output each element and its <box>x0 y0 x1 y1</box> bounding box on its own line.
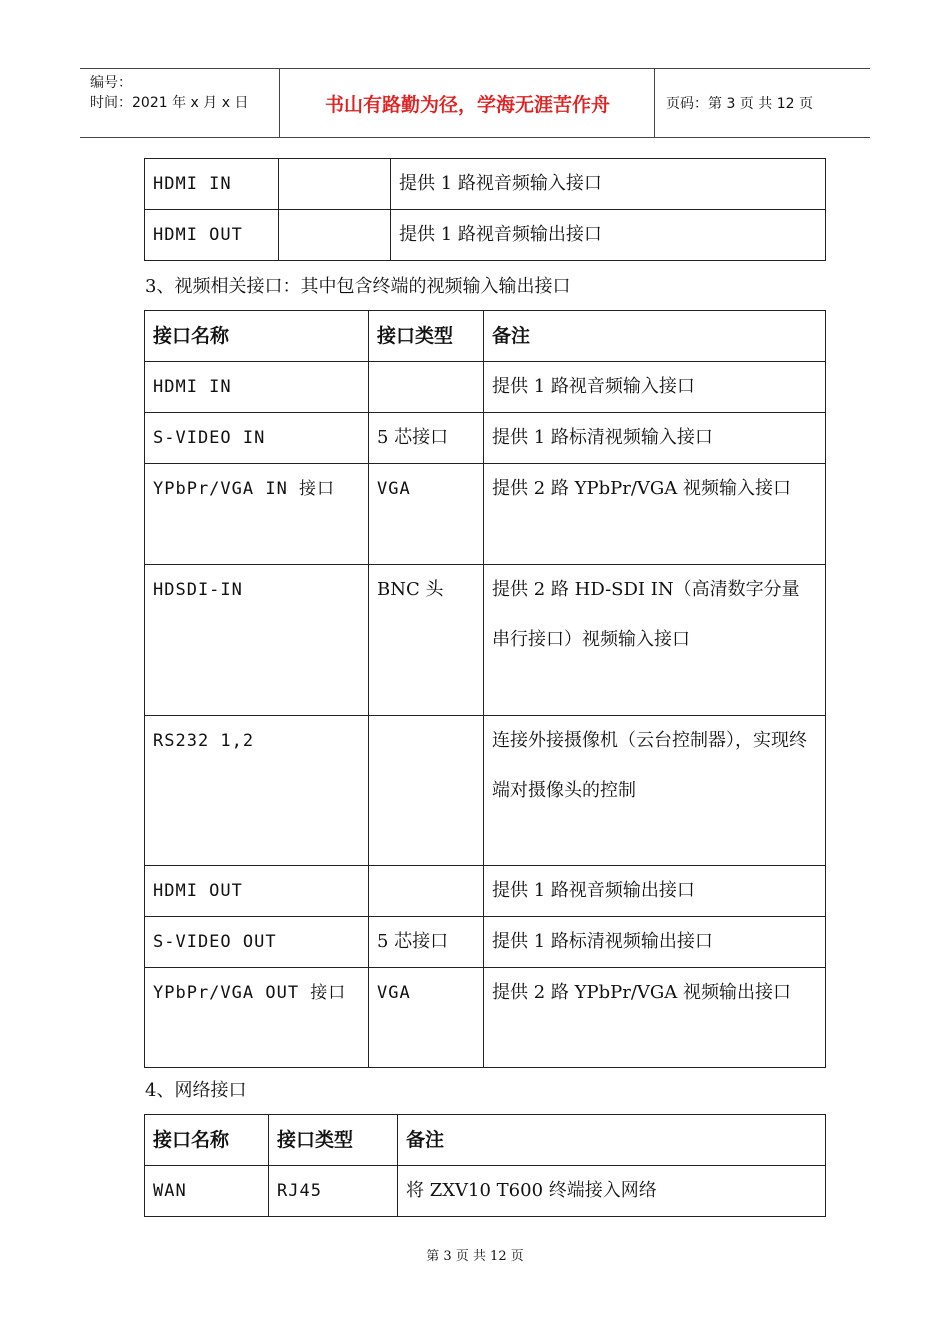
interface-type: BNC 头 <box>369 565 484 716</box>
interface-name: WAN <box>145 1166 269 1217</box>
interface-name: HDSDI-IN <box>145 565 369 716</box>
interface-note: 提供 1 路视音频输入接口 <box>484 362 826 413</box>
page-header <box>80 68 870 138</box>
column-header-name: 接口名称 <box>145 1115 269 1166</box>
interface-type <box>279 159 391 210</box>
interface-type <box>279 210 391 261</box>
table-row <box>145 866 826 917</box>
network-interface-table <box>144 1114 826 1217</box>
interface-note: 提供 1 路视音频输出接口 <box>391 210 826 261</box>
interface-note: 提供 1 路视音频输出接口 <box>484 866 826 917</box>
interface-name: S-VIDEO OUT <box>145 917 369 968</box>
interface-name: YPbPr/VGA OUT 接口 <box>145 968 369 1068</box>
document-time-label: 时间：2021 年 x 月 x 日 <box>90 95 249 111</box>
interface-name: S-VIDEO IN <box>145 413 369 464</box>
table-row <box>145 413 826 464</box>
interface-type: 5 芯接口 <box>369 413 484 464</box>
column-header-type: 接口类型 <box>269 1115 398 1166</box>
table-row <box>145 917 826 968</box>
section-4-title: 4、网络接口 <box>145 1080 247 1101</box>
interface-name: HDMI OUT <box>145 866 369 917</box>
section-3-title: 3、视频相关接口：其中包含终端的视频输入输出接口 <box>145 276 571 297</box>
interface-note: 提供 1 路标清视频输出接口 <box>484 917 826 968</box>
column-header-note: 备注 <box>398 1115 826 1166</box>
document-number-label: 编号： <box>90 75 132 91</box>
column-header-note: 备注 <box>484 311 826 362</box>
interface-name: RS232 1,2 <box>145 716 369 866</box>
interface-name: HDMI IN <box>145 159 279 210</box>
interface-type <box>369 866 484 917</box>
interface-note: 提供 2 路 HD-SDI IN（高清数字分量串行接口）视频输入接口 <box>484 565 826 716</box>
interface-note: 将 ZXV10 T600 终端接入网络 <box>398 1166 826 1217</box>
table-header-row <box>145 1115 826 1166</box>
interface-type <box>369 716 484 866</box>
table-row <box>145 159 826 210</box>
column-header-name: 接口名称 <box>145 311 369 362</box>
interface-type: 5 芯接口 <box>369 917 484 968</box>
interface-type: RJ45 <box>269 1166 398 1217</box>
header-meta <box>80 69 280 137</box>
header-page-info: 页码：第 3 页 共 12 页 <box>666 96 813 112</box>
interface-note: 提供 2 路 YPbPr/VGA 视频输出接口 <box>484 968 826 1068</box>
interface-note: 连接外接摄像机（云台控制器），实现终端对摄像头的控制 <box>484 716 826 866</box>
interface-name: HDMI IN <box>145 362 369 413</box>
table-row <box>145 968 826 1068</box>
interface-note: 提供 1 路视音频输入接口 <box>391 159 826 210</box>
page-footer: 第 3 页 共 12 页 <box>426 1249 524 1264</box>
table-row <box>145 210 826 261</box>
video-interface-table <box>144 310 826 1068</box>
continued-table <box>144 158 826 261</box>
table-row <box>145 464 826 565</box>
table-row <box>145 1166 826 1217</box>
column-header-type: 接口类型 <box>369 311 484 362</box>
interface-type <box>369 362 484 413</box>
interface-type: VGA <box>369 464 484 565</box>
table-row <box>145 716 826 866</box>
interface-name: YPbPr/VGA IN 接口 <box>145 464 369 565</box>
interface-name: HDMI OUT <box>145 210 279 261</box>
interface-note: 提供 1 路标清视频输入接口 <box>484 413 826 464</box>
table-row <box>145 362 826 413</box>
table-header-row <box>145 311 826 362</box>
table-row <box>145 565 826 716</box>
interface-note: 提供 2 路 YPbPr/VGA 视频输入接口 <box>484 464 826 565</box>
header-motto: 书山有路勤为径，学海无涯苦作舟 <box>281 69 655 137</box>
interface-type: VGA <box>369 968 484 1068</box>
